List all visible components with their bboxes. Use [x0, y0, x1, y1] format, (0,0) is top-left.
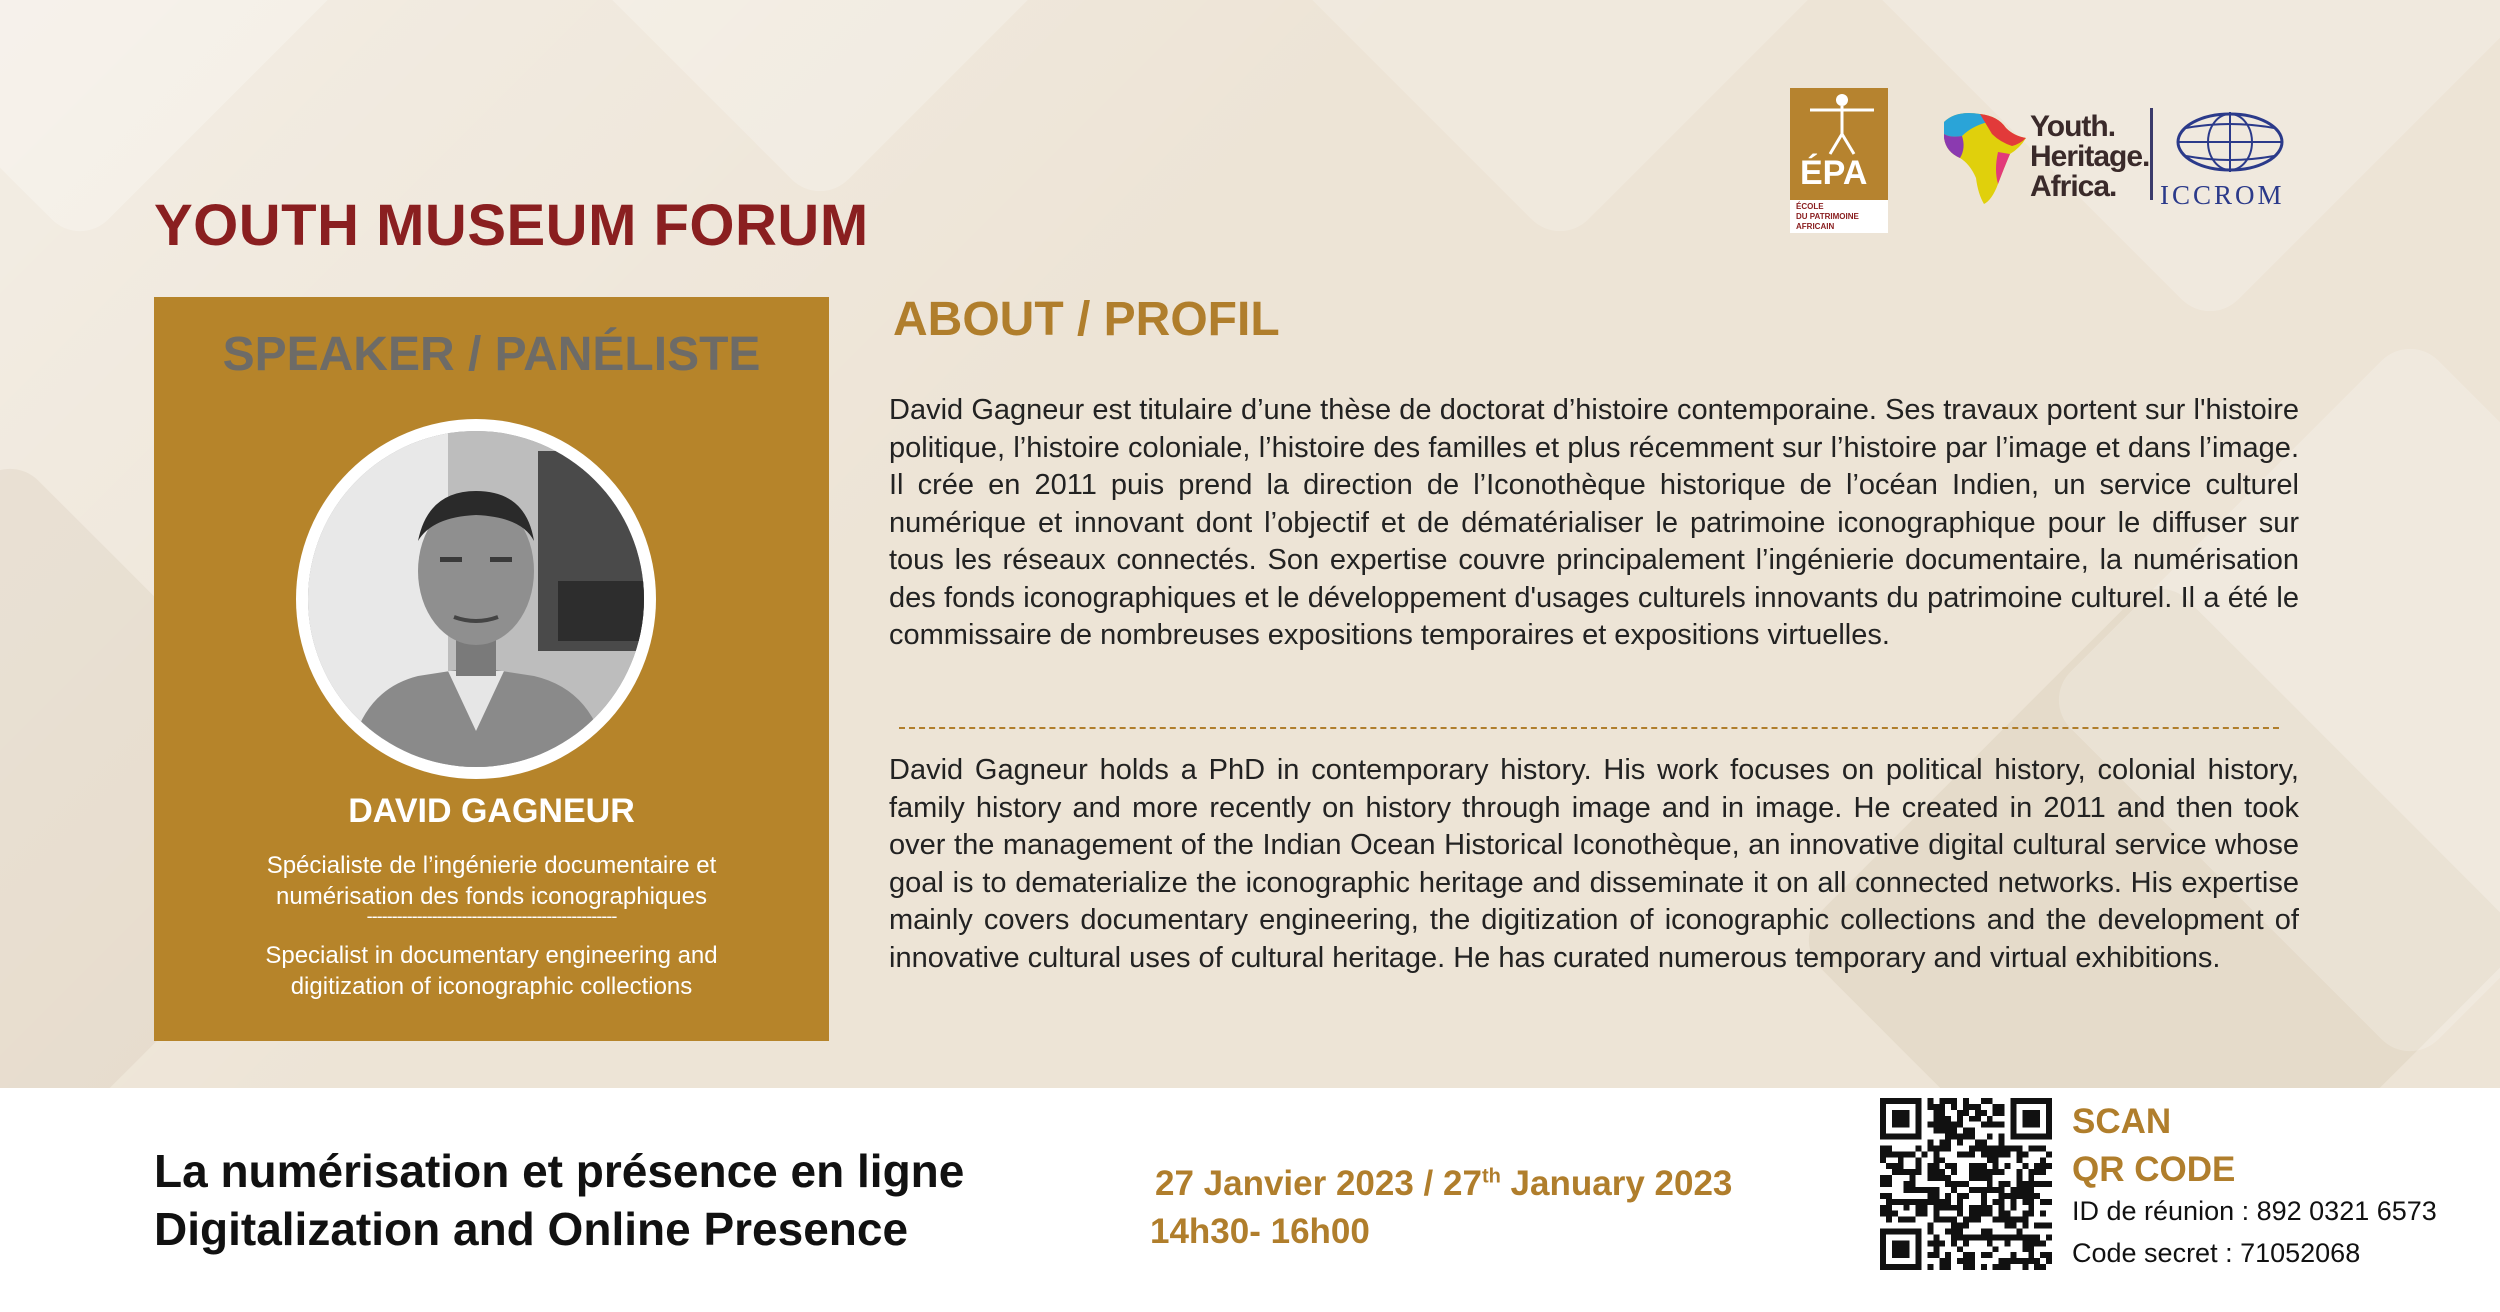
- event-topic-en: Digitalization and Online Presence: [154, 1203, 909, 1255]
- epa-caption-line: AFRICAIN: [1796, 222, 1835, 231]
- scan-label-line: QR CODE: [2072, 1150, 2236, 1189]
- speaker-card: [154, 297, 829, 1041]
- scan-qr-label: [2072, 1098, 2235, 1194]
- epa-caption-line: DU PATRIMOINE: [1796, 212, 1859, 221]
- meeting-passcode: Code secret : 71052068: [2072, 1238, 2361, 1268]
- scan-label-line: SCAN: [2072, 1102, 2172, 1141]
- background-diamond: [452, 0, 1187, 208]
- iccrom-logo-text: ICCROM: [2160, 180, 2285, 210]
- speaker-role-separator: --------------------------------------------------: [366, 906, 617, 926]
- about-divider: [899, 727, 2279, 729]
- yha-logo-text: [2030, 112, 2149, 202]
- yha-logo-line: Heritage.: [2030, 140, 2150, 173]
- speaker-role-en: Specialist in documentary engineering and digitization of iconographic collections: [265, 942, 718, 1000]
- event-date-en: January 2023: [1500, 1164, 1733, 1203]
- epa-logo-caption: [1790, 200, 1888, 233]
- forum-title: YOUTH MUSEUM FORUM: [154, 193, 869, 258]
- about-text-fr: David Gagneur est titulaire d’une thèse de doctorat d’histoire contemporaine. Ses travaux portent sur l'histoire politique, l’histoire coloniale, l’histoire des familles et plus récemment sur l’histoire par l’image et dans l’image. Il crée en 2011 puis prend la direction de l’Iconothèque historique de l’océan Indien, un service culturel numérique et innovant dont l’objectif et de dématérialiser le patrimoine iconographique pour le diffuser sur tous les réseaux connectés. Son expertise couvre principalement l’ingénierie documentaire, la numérisation des fonds iconographiques et le développement d'usages culturels innovants du patrimoine culturel. Il a été le commissaire de nombreuses expositions temporaires et expositions virtuelles.: [889, 394, 2299, 651]
- event-topic-fr: La numérisation et présence en ligne: [154, 1145, 965, 1197]
- event-date-suffix: th: [1481, 1165, 1501, 1188]
- epa-logo-mark: ÉPA: [1800, 154, 1868, 192]
- yha-logo-line: Africa.: [2030, 170, 2117, 203]
- meeting-id: ID de réunion : 892 0321 6573: [2072, 1196, 2437, 1226]
- event-date-main: 27 Janvier 2023 / 27: [1155, 1164, 1482, 1203]
- epa-figure-icon: [1790, 88, 1888, 158]
- speaker-portrait-icon: [308, 431, 644, 767]
- event-date: [1155, 1164, 1732, 1204]
- speaker-name: DAVID GAGNEUR: [348, 792, 635, 830]
- speaker-heading: SPEAKER / PANÉLISTE: [222, 328, 761, 381]
- event-time: 14h30- 16h00: [1150, 1212, 1370, 1251]
- epa-caption-line: ÉCOLE: [1796, 202, 1824, 211]
- speaker-role-fr: Spécialiste de l’ingénierie documentaire et numérisation des fonds iconographiques: [266, 852, 717, 910]
- about-text-en: David Gagneur holds a PhD in contemporary history. His work focuses on political history, colonial history, family history and more recently on history through image and in image. He created in 2011 and then took over the management of the Indian Ocean Historical Iconothèque, an innovative digital cultural service whose goal is to dematerialize the iconographic heritage and disseminate it on all connected networks. His expertise mainly covers documentary engineering, the digitization of iconographic collections and the development of innovative cultural uses of cultural heritage. He has curated numerous temporary and virtual exhibitions.: [889, 754, 2299, 974]
- logo-divider: [2150, 108, 2153, 200]
- yha-logo-line: Youth.: [2030, 110, 2116, 143]
- epa-logo: [1790, 88, 1888, 233]
- qr-code-icon[interactable]: [1880, 1098, 2052, 1270]
- speaker-photo-frame: [296, 419, 656, 779]
- event-footer: [0, 1088, 2500, 1312]
- about-heading: ABOUT / PROFIL: [893, 293, 1280, 346]
- speaker-photo: [308, 431, 644, 767]
